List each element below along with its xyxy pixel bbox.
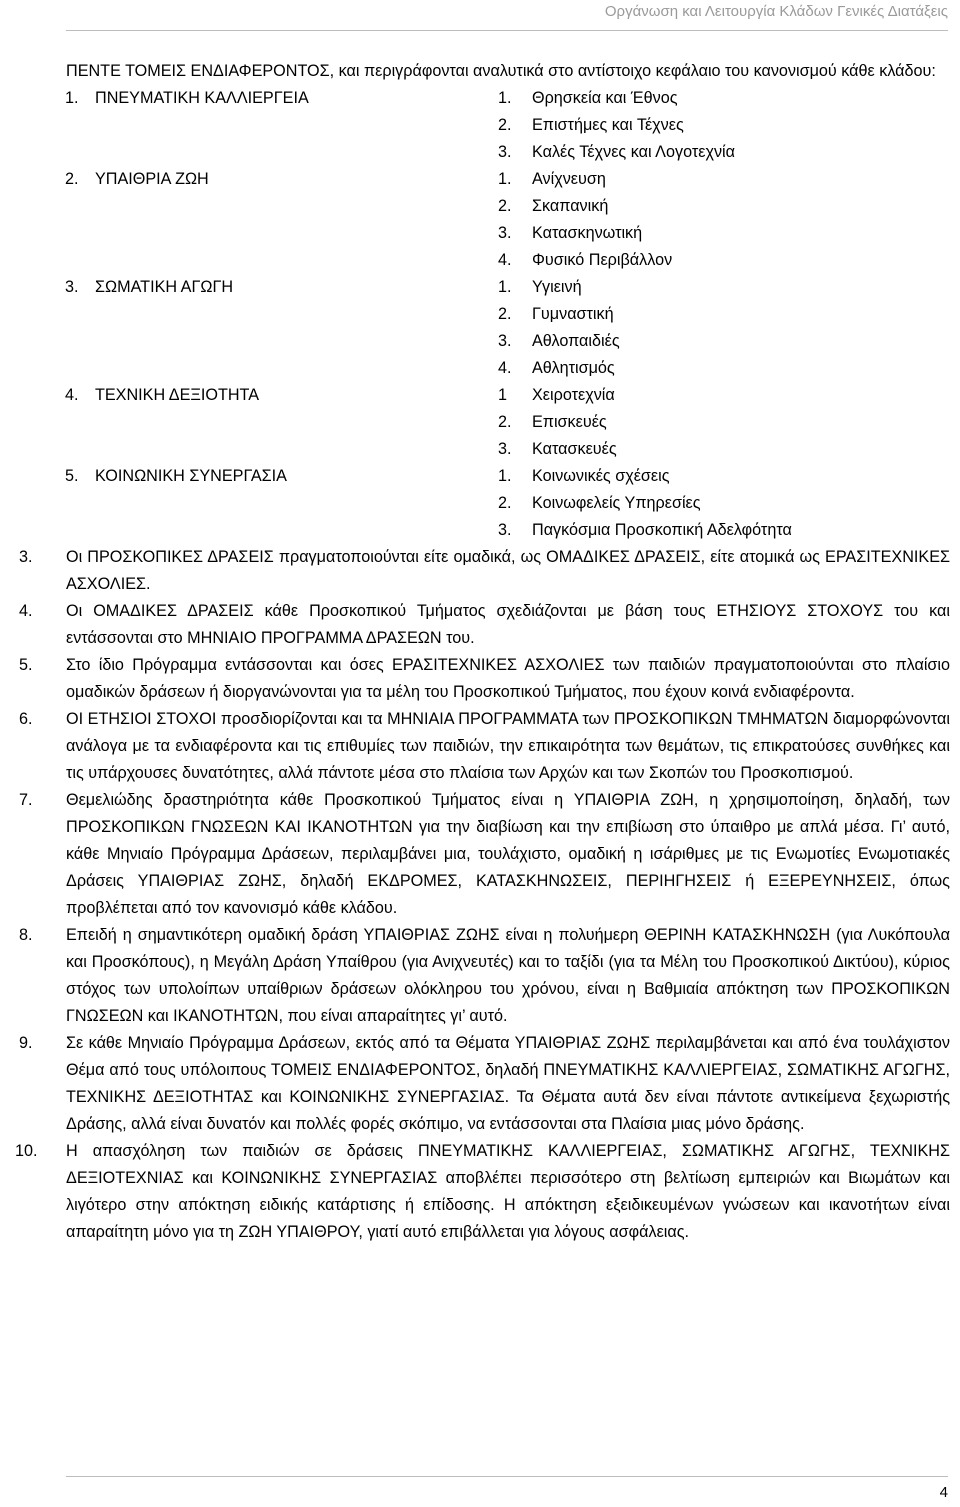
sector-name <box>95 328 498 355</box>
sector-name <box>95 301 498 328</box>
sector-name <box>95 220 498 247</box>
sector-row <box>65 112 950 139</box>
item-text: Σε κάθε Μηνιαίο Πρόγραμμα Δράσεων, εκτός από τα Θέματα ΥΠΑΙΘΡΙΑΣ ΖΩΗΣ περιλαμβάνεται και από ένα τουλάχιστον Θέμα από τους υπόλοιπους ΤΟΜΕΙΣ ΕΝΔΙΑΦΕΡΟΝΤΟΣ, δηλαδή ΠΝΕΥΜΑΤΙΚΗΣ ΚΑΛΛΙΕΡΓΕΙΑΣ, ΣΩΜΑΤΙΚΗΣ ΑΓΩΓΗΣ, ΤΕΧΝΙΚΗΣ ΔΕΞΙΟΤΗΤΑΣ και ΚΟΙΝΩΝΙΚΗΣ ΣΥΝΕΡΓΑΣΙΑΣ. Τα Θέματα αυτά δεν είναι πάντοτε αντικείμενα ξεχωριστής Δράσης, αλλά είναι δυνατόν και πολλές φορές σκόπιμο, να εντάσσονται στα Πλαίσια μιας μόνο δράσης. <box>66 1034 950 1133</box>
subsector-name: Αθλοπαιδιές <box>532 332 620 350</box>
numbered-item <box>19 787 950 922</box>
subsector-number: 1. <box>498 89 512 107</box>
item-number: 4. <box>19 602 33 620</box>
sector-name: ΣΩΜΑΤΙΚΗ ΑΓΩΓΗ <box>95 278 234 296</box>
subsector-number: 2. <box>498 197 512 215</box>
running-header: Οργάνωση και Λειτουργία Κλάδων Γενικές Διατάξεις <box>604 3 948 20</box>
sector-row <box>65 328 950 355</box>
sector-name <box>95 409 498 436</box>
item-text: Η απασχόληση των παιδιών σε δράσεις ΠΝΕΥΜΑΤΙΚΗΣ ΚΑΛΛΙΕΡΓΕΙΑΣ, ΣΩΜΑΤΙΚΗΣ ΑΓΩΓΗΣ, ΤΕΧΝΙΚΗΣ ΔΕΞΙΟΤΕΧΝΙΑΣ και ΚΟΙΝΩΝΙΚΗΣ ΣΥΝΕΡΓΑΣΙΑΣ αποβλέπει περισσότερο στη βελτίωση εμπειριών και Βιωμάτων και λιγότερο στην απόκτηση ειδικής κατάρτισης ή επίδοσης. Η απόκτηση εξειδικευμένων γνώσεων και ικανοτήτων είναι απαραίτητη μόνο για τη ΖΩΗ ΥΠΑΙΘΡΟΥ, γιατί αυτό επιβάλλεται για λόγους ασφάλειας. <box>66 1142 950 1241</box>
subsector-name: Σκαπανική <box>532 197 609 215</box>
sector-row <box>65 490 950 517</box>
sector-name: ΚΟΙΝΩΝΙΚΗ ΣΥΝΕΡΓΑΣΙΑ <box>95 467 287 485</box>
sector-number: 2. <box>65 170 79 188</box>
intro-paragraph: ΠΕΝΤΕ ΤΟΜΕΙΣ ΕΝΔΙΑΦΕΡΟΝΤΟΣ, και περιγράφονται αναλυτικά στο αντίστοιχο κεφάλαιο του κανονισμού κάθε κλάδου: <box>66 62 936 80</box>
subsector-name: Αθλητισμός <box>532 359 615 377</box>
sector-name <box>95 517 498 544</box>
footer-divider <box>66 1476 948 1477</box>
sector-number <box>65 301 95 328</box>
subsector-name: Επιστήμες και Τέχνες <box>532 116 684 134</box>
subsector-name: Θρησκεία και Έθνος <box>532 89 678 107</box>
subsector-name: Γυμναστική <box>532 305 614 323</box>
item-text: ΟΙ ΕΤΗΣΙΟΙ ΣΤΟΧΟΙ προσδιορίζονται και τα ΜΗΝΙΑΙΑ ΠΡΟΓΡΑΜΜΑΤΑ των ΠΡΟΣΚΟΠΙΚΩΝ ΤΜΗΜΑΤΩΝ διαμορφώνονται ανάλογα με τα ενδιαφέροντα και τις επιθυμίες των παιδιών, την επικαιρότητα των θεμάτων, τις επικρατούσες συνθήκες και τις υπάρχουσες δυνατότητες, αλλά πάντοτε μέσα στο πλαίσια των Αρχών και των Σκοπών του Προσκοπισμού. <box>66 710 950 782</box>
sector-number: 1. <box>65 89 79 107</box>
subsector-number: 4. <box>498 251 512 269</box>
sector-name <box>95 355 498 382</box>
numbered-item <box>15 1138 950 1246</box>
sector-number: 5. <box>65 467 79 485</box>
sector-name: ΥΠΑΙΘΡΙΑ ΖΩΗ <box>95 170 209 188</box>
subsector-number: 1. <box>498 170 512 188</box>
subsector-name: Χειροτεχνία <box>532 386 615 404</box>
sector-number <box>65 139 95 166</box>
subsector-name: Ανίχνευση <box>532 170 606 188</box>
subsector-number: 2. <box>498 116 512 134</box>
sector-number <box>65 112 95 139</box>
sector-name <box>95 490 498 517</box>
subsector-name: Καλές Τέχνες και Λογοτεχνία <box>532 143 735 161</box>
subsector-number: 3. <box>498 224 512 242</box>
numbered-item <box>19 544 950 598</box>
item-number: 10. <box>15 1142 38 1160</box>
sector-row <box>65 436 950 463</box>
sector-number <box>65 409 95 436</box>
subsector-number: 2. <box>498 413 512 431</box>
sector-number <box>65 328 95 355</box>
item-number: 6. <box>19 710 33 728</box>
numbered-item <box>19 1030 950 1138</box>
sector-row <box>65 139 950 166</box>
numbered-item <box>19 706 950 787</box>
sector-number <box>65 355 95 382</box>
sector-row <box>65 85 950 112</box>
sector-row <box>65 193 950 220</box>
item-number: 8. <box>19 926 33 944</box>
sector-number: 3. <box>65 278 79 296</box>
subsector-number: 4. <box>498 359 512 377</box>
subsector-name: Παγκόσμια Προσκοπική Αδελφότητα <box>532 521 792 539</box>
subsector-number: 1. <box>498 278 512 296</box>
sector-row <box>65 301 950 328</box>
numbered-item <box>19 598 950 652</box>
page-number: 4 <box>939 1484 948 1501</box>
subsector-number: 1 <box>498 386 508 404</box>
subsector-name: Κατασκηνωτική <box>532 224 643 242</box>
sector-name: ΠΝΕΥΜΑΤΙΚΗ ΚΑΛΛΙΕΡΓΕΙΑ <box>95 89 309 107</box>
subsector-number: 3. <box>498 143 512 161</box>
sector-number: 4. <box>65 386 79 404</box>
numbered-items-list <box>15 544 950 1246</box>
sector-row <box>65 382 950 409</box>
subsector-name: Υγιεινή <box>532 278 582 296</box>
item-number: 9. <box>19 1034 33 1052</box>
subsector-number: 1. <box>498 467 512 485</box>
sector-number <box>65 247 95 274</box>
document-body <box>15 58 950 1246</box>
sectors-list <box>65 85 950 544</box>
sector-row <box>65 463 950 490</box>
sector-number <box>65 193 95 220</box>
sector-number <box>65 517 95 544</box>
sector-row <box>65 166 950 193</box>
subsector-number: 2. <box>498 305 512 323</box>
sector-name: ΤΕΧΝΙΚΗ ΔΕΞΙΟΤΗΤΑ <box>95 386 260 404</box>
item-text: Επειδή η σημαντικότερη ομαδική δράση ΥΠΑΙΘΡΙΑΣ ΖΩΗΣ είναι η πολυήμερη ΘΕΡΙΝΗ ΚΑΤΑΣΚΗΝΩΣΗ (για Λυκόπουλα και Προσκόπους), η Μεγάλη Δράση Υπαίθρου (για Ανιχνευτές) και το ταξίδι (για τα Μέλη του Προσκοπικού Δικτύου), κύριος στόχος των υπολοίπων υπαίθριων δράσεων ολόκληρου του χρόνου, είναι η Βαθμιαία απόκτηση των ΠΡΟΣΚΟΠΙΚΩΝ ΓΝΩΣΕΩΝ και ΙΚΑΝΟΤΗΤΩΝ, που είναι απαραίτητες γι’ αυτό. <box>66 926 950 1025</box>
subsector-name: Κατασκευές <box>532 440 617 458</box>
sector-name <box>95 112 498 139</box>
numbered-item <box>19 652 950 706</box>
sector-name <box>95 436 498 463</box>
sector-row <box>65 274 950 301</box>
item-text: Οι ΟΜΑΔΙΚΕΣ ΔΡΑΣΕΙΣ κάθε Προσκοπικού Τμήματος σχεδιάζονται με βάση τους ΕΤΗΣΙΟΥΣ ΣΤΟΧΟΥΣ του και εντάσσονται στο ΜΗΝΙΑΙΟ ΠΡΟΓΡΑΜΜΑ ΔΡΑΣΕΩΝ του. <box>66 602 950 647</box>
sector-row <box>65 247 950 274</box>
item-number: 3. <box>19 548 33 566</box>
sector-number <box>65 220 95 247</box>
sector-row <box>65 409 950 436</box>
subsector-number: 2. <box>498 494 512 512</box>
sector-name <box>95 247 498 274</box>
sector-number <box>65 490 95 517</box>
sector-row <box>65 220 950 247</box>
numbered-item <box>19 922 950 1030</box>
item-text: Οι ΠΡΟΣΚΟΠΙΚΕΣ ΔΡΑΣΕΙΣ πραγματοποιούνται είτε ομαδικά, ως ΟΜΑΔΙΚΕΣ ΔΡΑΣΕΙΣ, είτε ατομικά ως ΕΡΑΣΙΤΕΧΝΙΚΕΣ ΑΣΧΟΛΙΕΣ. <box>66 548 950 593</box>
subsector-number: 3. <box>498 332 512 350</box>
sector-name <box>95 193 498 220</box>
subsector-name: Φυσικό Περιβάλλον <box>532 251 673 269</box>
sector-row <box>65 517 950 544</box>
item-number: 7. <box>19 791 33 809</box>
sector-number <box>65 436 95 463</box>
item-text: Θεμελιώδης δραστηριότητα κάθε Προσκοπικού Τμήματος είναι η ΥΠΑΙΘΡΙΑ ΖΩΗ, η χρησιμοποίηση, δηλαδή, των ΠΡΟΣΚΟΠΙΚΩΝ ΓΝΩΣΕΩΝ ΚΑΙ ΙΚΑΝΟΤΗΤΩΝ για την διαβίωση και την επιβίωση στο ύπαιθρο με απλά μέσα. Γι’ αυτό, κάθε Μηνιαίο Πρόγραμμα Δράσεων, περιλαμβάνει μια, τουλάχιστο, ομαδική η ισάριθμες με τις Ενωμοτίες Ενωμοτιακές Δράσεις ΥΠΑΙΘΡΙΑΣ ΖΩΗΣ, δηλαδή ΕΚΔΡΟΜΕΣ, ΚΑΤΑΣΚΗΝΩΣΕΙΣ, ΠΕΡΙΗΓΗΣΕΙΣ ή ΕΞΕΡΕΥΝΗΣΕΙΣ, όπως προβλέπεται από τον κανονισμό κάθε κλάδου. <box>66 791 950 917</box>
subsector-name: Κοινωφελείς Υπηρεσίες <box>532 494 701 512</box>
header-divider <box>66 30 948 31</box>
item-number: 5. <box>19 656 33 674</box>
subsector-number: 3. <box>498 521 512 539</box>
subsector-number: 3. <box>498 440 512 458</box>
item-text: Στο ίδιο Πρόγραμμα εντάσσονται και όσες ΕΡΑΣΙΤΕΧΝΙΚΕΣ ΑΣΧΟΛΙΕΣ των παιδιών πραγματοποιούνται στο πλαίσιο ομαδικών δράσεων ή διοργανώνονται για τα μέλη του Προσκοπικού Τμήματος, που έχουν κοινά ενδιαφέροντα. <box>66 656 950 701</box>
subsector-name: Επισκευές <box>532 413 607 431</box>
subsector-name: Κοινωνικές σχέσεις <box>532 467 670 485</box>
sector-name <box>95 139 498 166</box>
sector-row <box>65 355 950 382</box>
